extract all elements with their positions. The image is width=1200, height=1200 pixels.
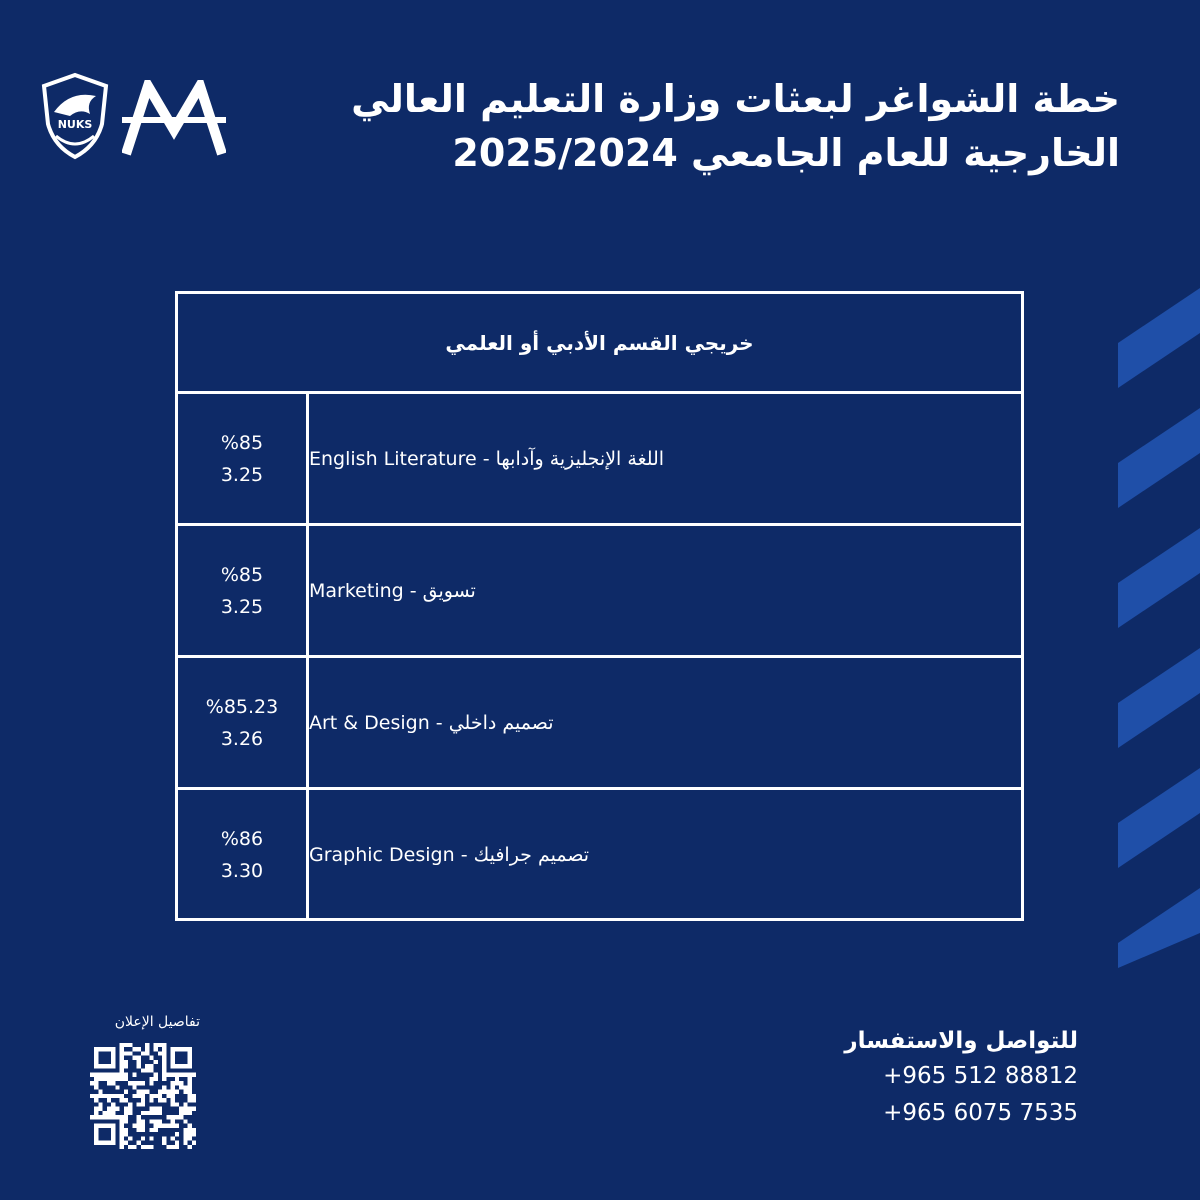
vacancies-table bbox=[175, 291, 1024, 921]
contact-block bbox=[748, 1024, 1078, 1132]
title-line-1: خطة الشواغر لبعثات وزارة التعليم العالي bbox=[351, 77, 1120, 121]
requirements-cell bbox=[178, 790, 309, 919]
major-cell: تسويق - Marketing bbox=[309, 579, 476, 602]
gpa-value: 3.25 bbox=[220, 463, 264, 486]
phone-number-1[interactable]: +965 512 88812 bbox=[883, 1063, 1078, 1089]
gpa-value: 3.30 bbox=[220, 859, 264, 882]
table-row bbox=[178, 658, 1021, 790]
phone-number-2[interactable]: +965 6075 7535 bbox=[883, 1100, 1078, 1126]
percent-value: %85 bbox=[220, 563, 264, 586]
table-row bbox=[178, 790, 1021, 919]
major-cell: تصميم جرافيك - Graphic Design bbox=[309, 843, 590, 866]
shield-text: NUKS bbox=[57, 118, 93, 131]
percent-value: %85.23 bbox=[205, 695, 279, 718]
qr-code-icon[interactable] bbox=[90, 1043, 196, 1149]
percent-value: %85 bbox=[220, 431, 264, 454]
major-cell: اللغة الإنجليزية وآدابها - English Literature bbox=[309, 447, 665, 470]
qr-label: تفاصيل الإعلان bbox=[114, 1014, 200, 1030]
title-line-2: الخارجية للعام الجامعي 2025/2024 bbox=[452, 131, 1120, 175]
logo-group bbox=[40, 72, 230, 164]
percent-value: %86 bbox=[220, 827, 264, 850]
gpa-value: 3.25 bbox=[220, 595, 264, 618]
page-title bbox=[280, 72, 1120, 180]
requirements-cell bbox=[178, 658, 309, 787]
major-cell: تصميم داخلي - Art & Design bbox=[309, 711, 554, 734]
chevron-pattern-decoration bbox=[1118, 288, 1200, 968]
requirements-cell bbox=[178, 394, 309, 523]
table-header: خريجي القسم الأدبي أو العلمي bbox=[178, 294, 1021, 394]
gpa-value: 3.26 bbox=[220, 727, 264, 750]
contact-title: للتواصل والاستفسار bbox=[844, 1028, 1078, 1054]
m-monogram-icon bbox=[122, 80, 226, 158]
requirements-cell bbox=[178, 526, 309, 655]
table-row bbox=[178, 394, 1021, 526]
eagle-shield-icon bbox=[40, 72, 110, 160]
table-row bbox=[178, 526, 1021, 658]
